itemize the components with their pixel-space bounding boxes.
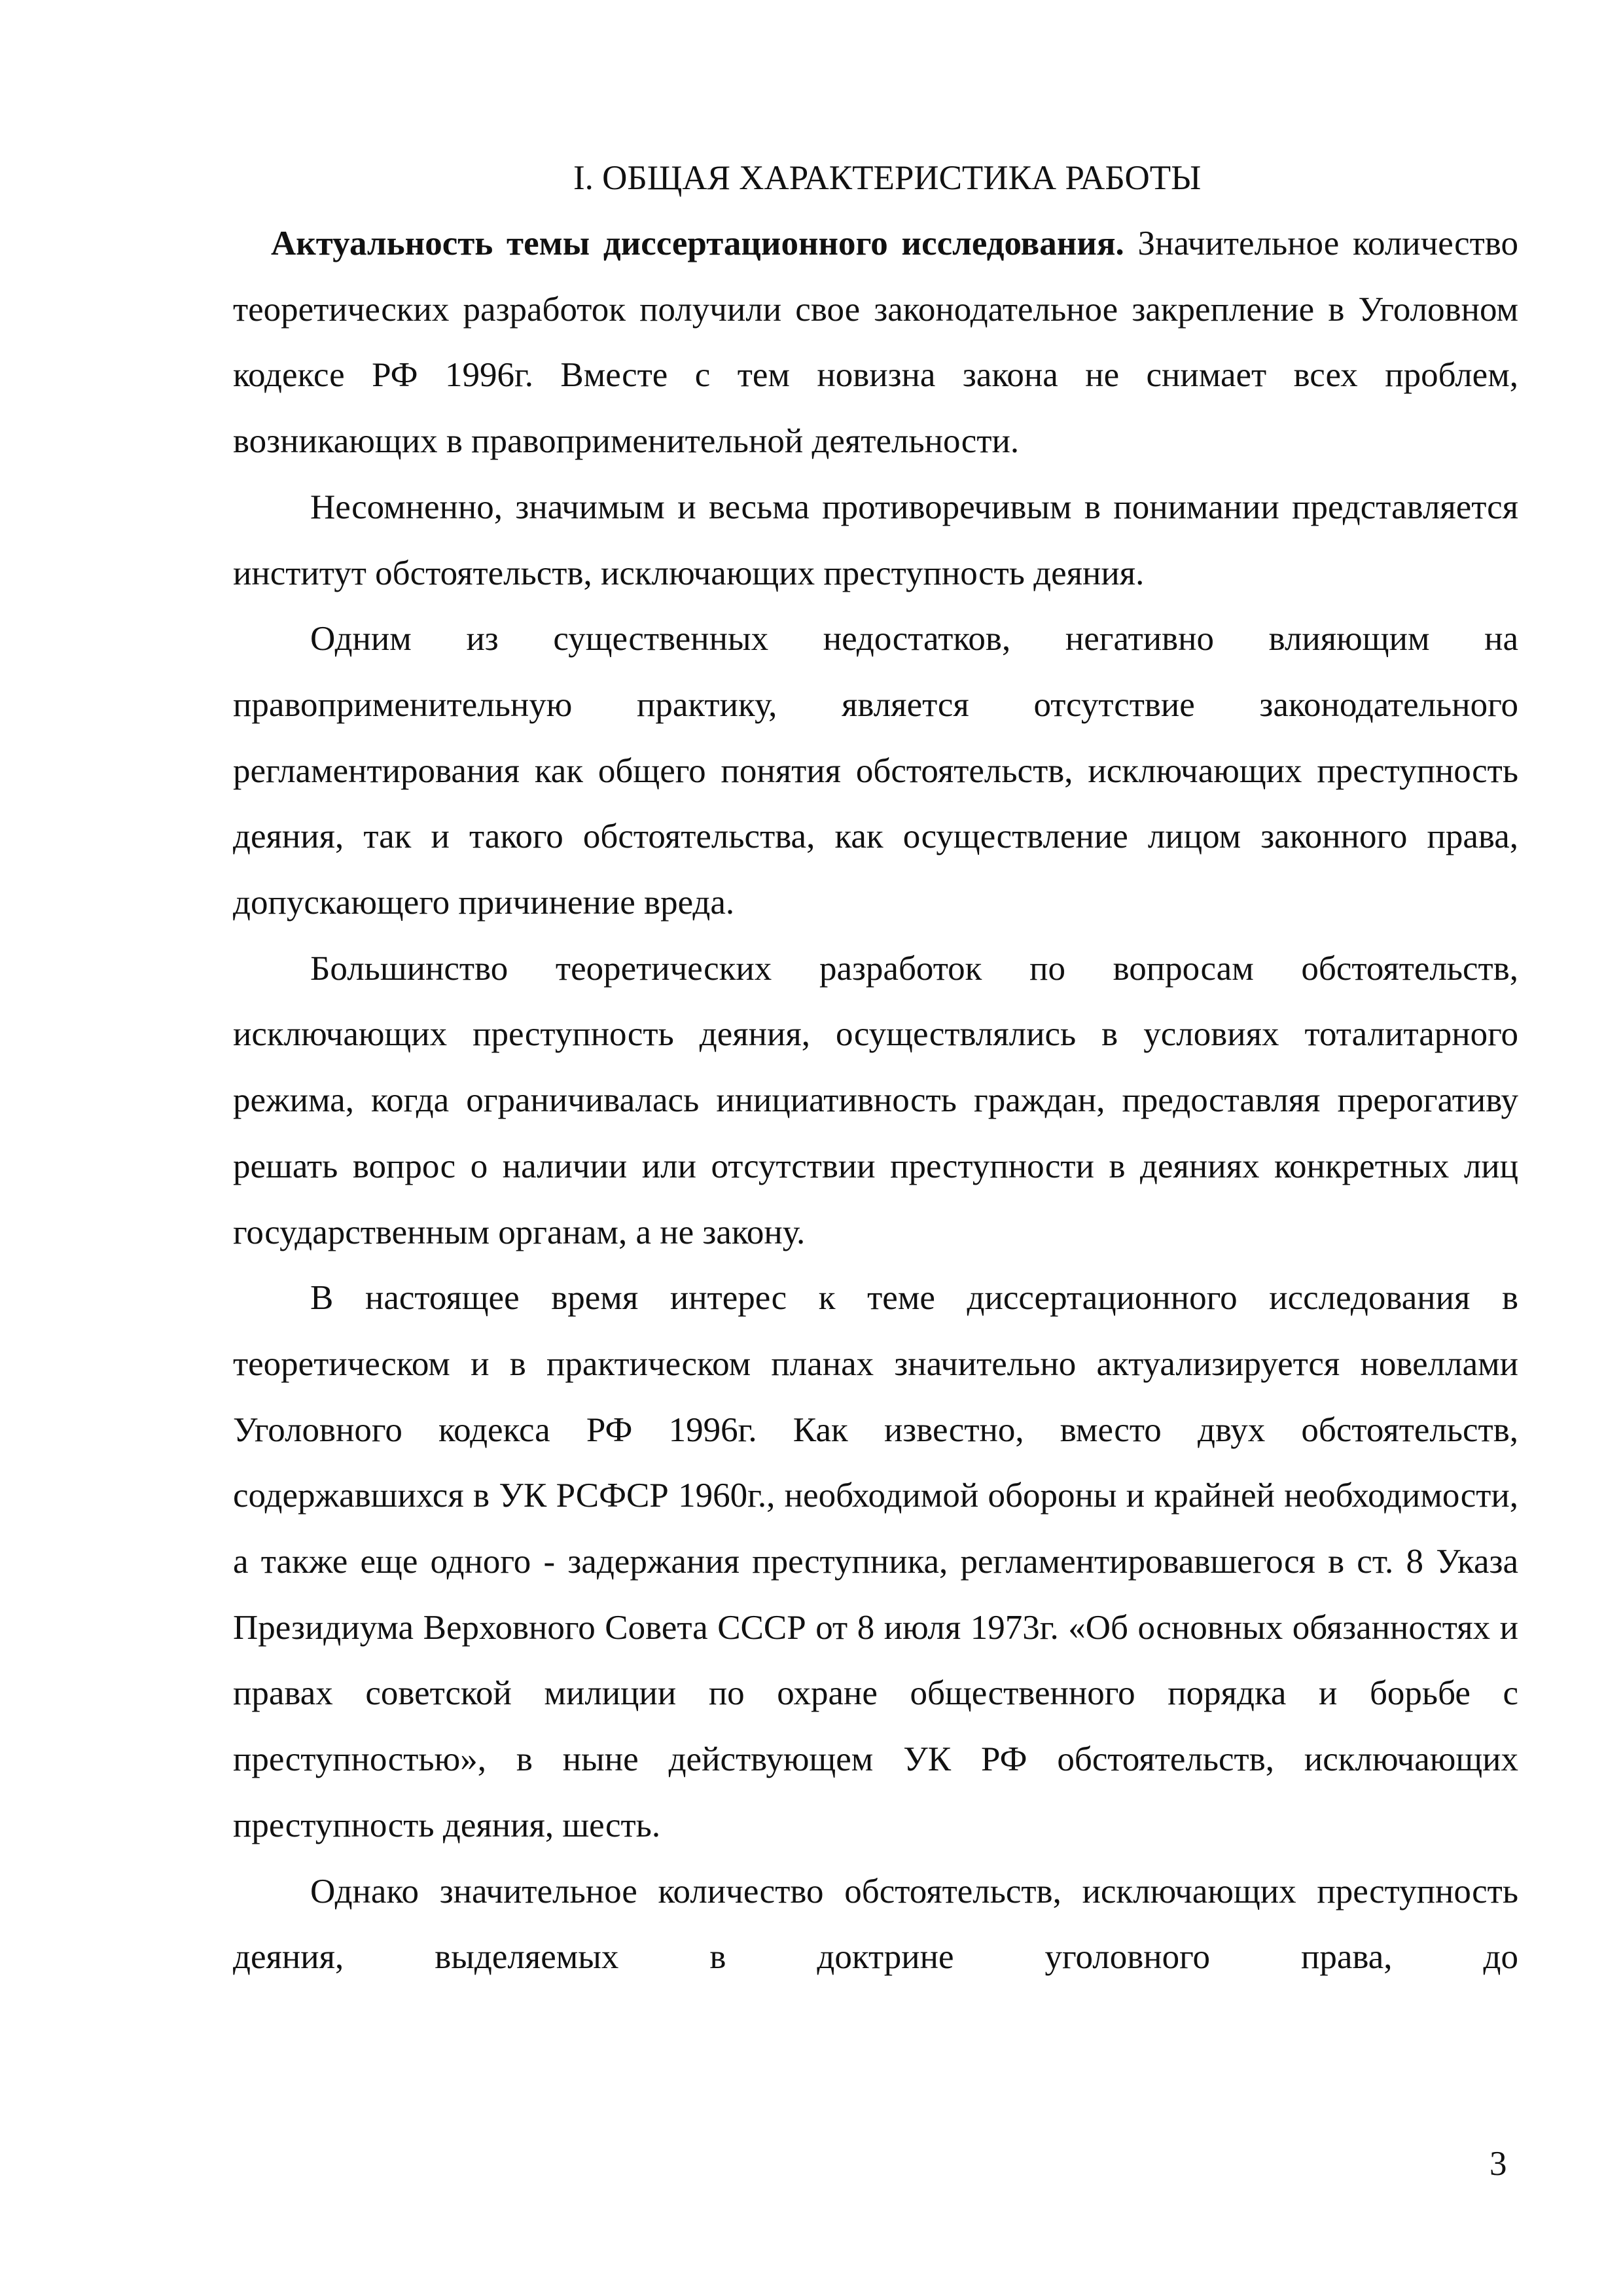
paragraph-current-interest: В настоящее время интерес к теме диссертационного исследования в теоретическом и в практическом планах значительно актуализируется новеллами Уголовного кодекса РФ 1996г. Как известно, вместо двух обстоятельств, содержавшихся в УК РСФСР 1960г., необходимой обороны и крайней необходимости, а также еще одного - задержания преступника, регламентировавшегося в ст. 8 Указа Президиума Верховного Совета СССР от 8 июля 1973г. «Об основных обязанностях и правах советской милиции по охране общественного порядка и борьбе с преступностью», в ныне действующем УК РФ обстоятельств, исключающих преступность деяния, шесть.	[233, 1279, 1518, 1844]
section-heading: I. ОБЩАЯ ХАРАКТЕРИСТИКА РАБОТЫ	[573, 159, 1202, 197]
document-page	[233, 145, 1518, 1990]
paragraph-however: Однако значительное количество обстоятельств, исключающих преступность деяния, выделяемых в доктрине уголовного права, до	[233, 1872, 1518, 1977]
paragraph-totalitarian: Большинство теоретических разработок по вопросам обстоятельств, исключающих преступность деяния, осуществлялись в условиях тоталитарного режима, когда ограничивалась инициативность граждан, предоставляя прерогативу решать вопрос о наличии или отсутствии преступности в деяниях конкретных лиц государственным органам, а не закону.	[233, 949, 1518, 1251]
paragraph-institute: Несомненно, значимым и весьма противоречивым в понимании представляется институт обстоятельств, исключающих преступность деяния.	[233, 488, 1518, 592]
paragraph-relevance	[233, 211, 1518, 475]
paragraph-shortcomings: Одним из существенных недостатков, негативно влияющим на правоприменительную практику, является отсутствие законодательного регламентирования как общего понятия обстоятельств, исключающих преступность деяния, так и такого обстоятельства, как осуществление лицом законного права, допускающего причинение вреда.	[233, 620, 1518, 922]
paragraph-text: Значительное количество теоретических разработок получили свое законодательное закрепление в Уголовном кодексе РФ 1996г. Вместе с тем новизна закона не снимает всех проблем, возникающих в правоприменительной деятельности.	[233, 224, 1519, 461]
page-number: 3	[1489, 2145, 1507, 2183]
paragraph-lead: Актуальность темы диссертационного исследования.	[271, 224, 1124, 262]
